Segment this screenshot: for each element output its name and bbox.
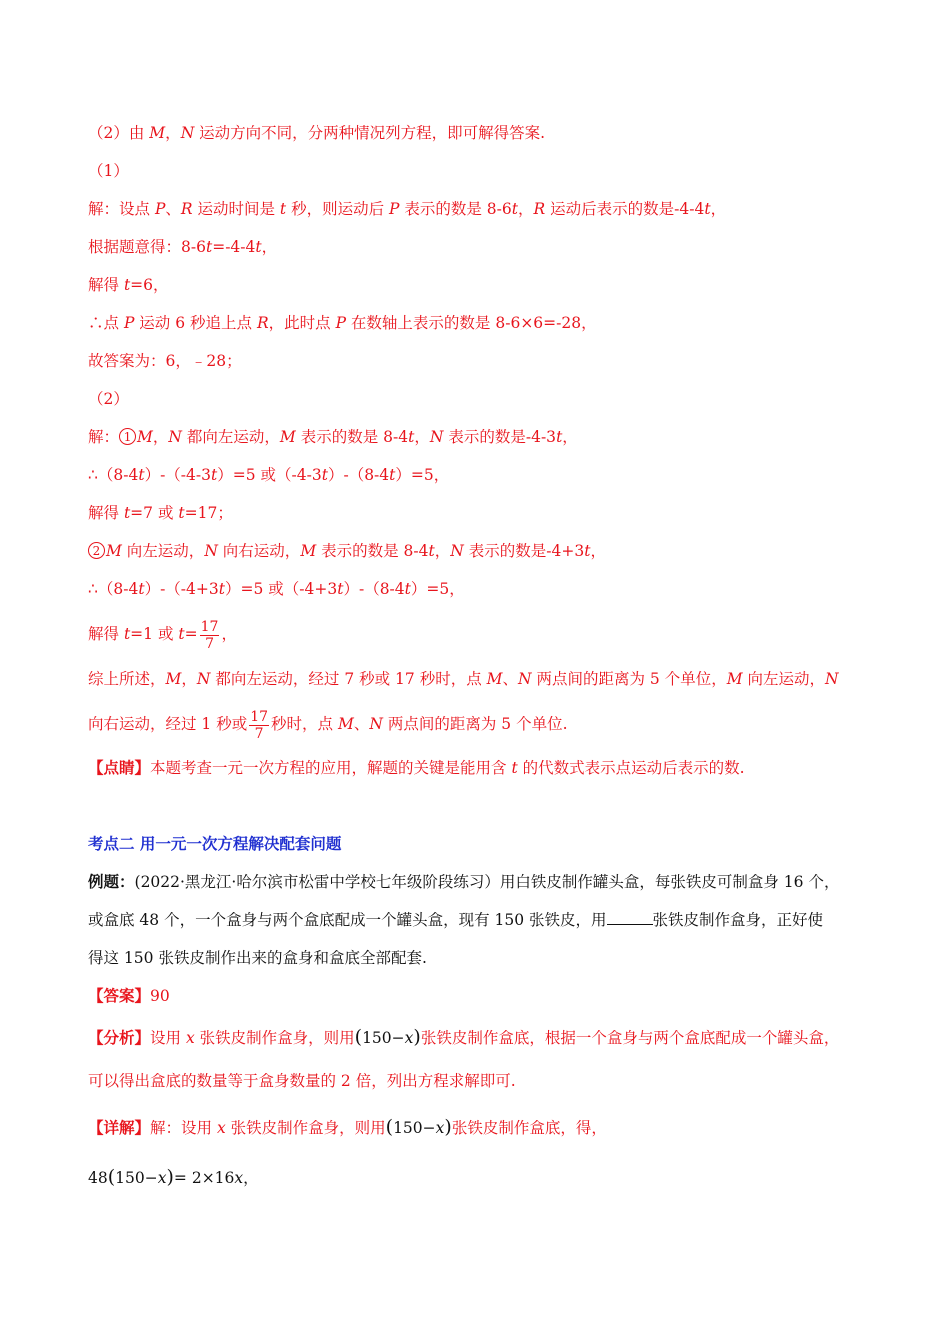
- var: x: [216, 1119, 226, 1137]
- text: ）=5，: [410, 580, 465, 598]
- text: 得这 150 张铁皮制作出来的盒身和盒底全部配套.: [88, 949, 427, 967]
- text: 向左运动，: [742, 670, 826, 688]
- part2-line5: [88, 579, 870, 599]
- text: 、: [353, 715, 370, 733]
- paren-close: ): [413, 1026, 421, 1048]
- var: t: [389, 466, 396, 484]
- var: N: [429, 428, 444, 446]
- denominator: 7: [205, 635, 214, 652]
- text: =6，: [130, 276, 169, 294]
- paren-close: ): [166, 1166, 174, 1188]
- part2-line4: [88, 541, 870, 561]
- text: 解得: [88, 625, 124, 643]
- var: M: [486, 670, 503, 688]
- text: （2）由: [88, 124, 150, 142]
- text: 解得: [88, 276, 124, 294]
- text: 表示的数是-4-3: [443, 428, 557, 446]
- var: t: [511, 759, 518, 777]
- summary-line2: [88, 704, 870, 744]
- part1-label: [88, 161, 870, 181]
- text: 解：设点: [88, 200, 155, 218]
- fraction: [249, 709, 269, 742]
- var: t: [123, 504, 131, 522]
- detail-line1: [88, 1117, 870, 1138]
- var: x: [404, 1029, 414, 1047]
- text: 表示的数是 8-4: [295, 428, 409, 446]
- text: =1 或: [130, 625, 179, 643]
- part1-line3: [88, 275, 870, 295]
- text: 两点间的距离为 5 个单位，: [531, 670, 727, 688]
- var-n: N: [180, 124, 195, 142]
- var: t: [556, 428, 563, 446]
- analysis-line2: [88, 1071, 870, 1091]
- text: ，: [710, 200, 727, 218]
- text: 设用: [150, 1029, 186, 1047]
- var: t: [321, 466, 328, 484]
- text: 表示的数是 8-6: [399, 200, 512, 218]
- var: t: [404, 580, 411, 598]
- var: N: [168, 428, 182, 446]
- var-m: M: [149, 124, 166, 142]
- var: N: [196, 670, 211, 688]
- var: M: [300, 542, 317, 560]
- text: ，: [518, 200, 534, 218]
- var: P: [123, 314, 135, 332]
- fraction: [200, 619, 220, 652]
- text: 张铁皮制作盒身，则用: [225, 1119, 386, 1137]
- tag: 【答案】: [88, 986, 151, 1005]
- text: ∴点: [88, 314, 124, 332]
- paren-open: (: [385, 1116, 394, 1138]
- section-title: 考点二 用一元一次方程解决配套问题: [88, 834, 342, 853]
- text: ）=5 或（-4+3: [224, 580, 338, 598]
- paren-open: (: [354, 1026, 363, 1048]
- text: ，: [181, 670, 197, 688]
- var: t: [511, 200, 519, 218]
- var: P: [154, 200, 166, 218]
- var: t: [428, 542, 435, 560]
- text: ）-（-4+3: [144, 580, 219, 598]
- text: 、: [502, 670, 519, 688]
- text: 秒，则运动后: [286, 200, 390, 218]
- var: M: [137, 428, 153, 446]
- text: 运动 6 秒追上点: [134, 314, 257, 332]
- var: M: [165, 670, 182, 688]
- tag: 【分析】: [88, 1028, 151, 1047]
- var: t: [218, 580, 225, 598]
- var: N: [369, 715, 383, 733]
- text: ，: [434, 542, 451, 560]
- var: t: [205, 238, 213, 256]
- var: R: [533, 200, 546, 218]
- text: ，: [221, 625, 237, 643]
- var: x: [185, 1029, 195, 1047]
- text: ）=5，: [395, 466, 450, 484]
- example-line1: [88, 872, 870, 892]
- text: ，: [152, 428, 169, 446]
- text: 解得: [88, 504, 124, 522]
- var: t: [178, 504, 185, 522]
- var: P: [389, 200, 400, 218]
- var: t: [279, 200, 287, 218]
- numerator: 17: [250, 708, 269, 725]
- text: ，: [165, 124, 181, 142]
- text: 都向左运动，经过 7 秒或 17 秒时，点: [210, 670, 487, 688]
- var: t: [408, 428, 415, 446]
- text: 张铁皮制作盒底，根据一个盒身与两个盒底配成一个罐头盒，: [420, 1029, 840, 1047]
- equation: [88, 1167, 870, 1188]
- text: ）-（8-4: [327, 466, 390, 484]
- tag: 【详解】: [88, 1118, 151, 1137]
- text: 解：设用: [150, 1119, 217, 1137]
- part2-line1: [88, 427, 870, 447]
- text: 表示的数是-4+3: [463, 542, 585, 560]
- text: ，此时点: [268, 314, 336, 332]
- text: 150: [393, 1119, 423, 1137]
- text: 运动时间是: [192, 200, 280, 218]
- numerator: 17: [200, 618, 219, 635]
- text: ）-（8-4: [343, 580, 405, 598]
- text: ）-（-4-3: [144, 466, 211, 484]
- text: 本题考查一元一次方程的应用，解题的关键是能用含: [150, 759, 512, 777]
- text: ）=5 或（-4-3: [217, 466, 322, 484]
- text: 可以得出盒底的数量等于盒身数量的 2 倍，列出方程求解即可.: [88, 1072, 516, 1090]
- text: =7 或: [130, 504, 179, 522]
- text: 张铁皮制作盒身，正好使: [652, 911, 824, 929]
- text: ，: [562, 428, 578, 446]
- part1-line1: [88, 199, 870, 219]
- text: ，: [261, 238, 278, 256]
- tag: 【点睛】: [88, 758, 151, 777]
- text: −: [144, 1169, 158, 1187]
- summary-line1: [88, 669, 870, 689]
- text: −: [422, 1119, 436, 1137]
- text: =17；: [184, 504, 233, 522]
- text: 根据题意得：8-6: [88, 238, 206, 256]
- var: t: [138, 580, 145, 598]
- text: 表示的数是 8-4: [316, 542, 429, 560]
- part2-line2: [88, 465, 870, 485]
- paren-close: ): [444, 1116, 452, 1138]
- circled-number: 1: [119, 428, 136, 445]
- var: M: [726, 670, 743, 688]
- var: x: [435, 1119, 445, 1137]
- analysis-line1: [88, 1027, 870, 1048]
- text: =-4-4: [212, 238, 256, 256]
- var: N: [518, 670, 532, 688]
- var: N: [825, 670, 839, 688]
- dianjing: [88, 758, 870, 778]
- text: 运动方向不同，分两种情况列方程，即可解得答案.: [194, 124, 546, 142]
- text: （1）: [88, 162, 129, 180]
- tag: 例题：: [88, 872, 135, 891]
- text: 在数轴上表示的数是 8-6×6=-28，: [346, 314, 597, 332]
- text: 两点间的距离为 5 个单位.: [382, 715, 568, 733]
- text: 、: [165, 200, 181, 218]
- var: t: [255, 238, 262, 256]
- text: 的代数式表示点运动后表示的数.: [517, 759, 745, 777]
- text: 向左运动，: [121, 542, 205, 560]
- var: M: [279, 428, 296, 446]
- text: 张铁皮制作盒身，则用: [194, 1029, 355, 1047]
- var: x: [157, 1169, 167, 1187]
- var: x: [234, 1169, 244, 1187]
- var: t: [123, 625, 131, 643]
- var: t: [178, 625, 185, 643]
- text: 综上所述，: [88, 670, 166, 688]
- part1-answer: [88, 351, 870, 371]
- var: P: [335, 314, 346, 332]
- part1-line2: [88, 237, 870, 257]
- var: t: [584, 542, 591, 560]
- hint-part2: [88, 123, 870, 143]
- text: 向右运动，经过 1 秒或: [88, 715, 248, 733]
- var: M: [106, 542, 122, 560]
- part2-line3: [88, 503, 870, 523]
- part2-line6: [88, 614, 870, 654]
- text: （2）: [88, 390, 129, 408]
- answer-blank[interactable]: [607, 910, 653, 925]
- text: 都向左运动，: [181, 428, 280, 446]
- var: R: [180, 200, 193, 218]
- text: =: [184, 625, 198, 643]
- text: ，: [414, 428, 430, 446]
- text: 张铁皮制作盒底，得，: [451, 1119, 607, 1137]
- denominator: 7: [254, 725, 264, 742]
- text: 秒时，点: [271, 715, 338, 733]
- example-line2: [88, 910, 870, 930]
- part2-label: [88, 389, 870, 409]
- text: ，: [243, 1169, 259, 1187]
- part1-line4: [88, 313, 870, 333]
- circled-number: 2: [88, 542, 105, 559]
- answer-value: 90: [150, 987, 170, 1005]
- example-line3: [88, 948, 870, 968]
- text: = 2×16: [173, 1169, 235, 1187]
- var: N: [204, 542, 218, 560]
- text: ，: [590, 542, 606, 560]
- answer: [88, 986, 870, 1006]
- text: 150: [115, 1169, 145, 1187]
- text: ∴（8-4: [88, 466, 139, 484]
- var: t: [123, 276, 131, 294]
- var: t: [704, 200, 711, 218]
- var: t: [211, 466, 218, 484]
- text: ∴（8-4: [88, 580, 139, 598]
- text: 解：: [88, 428, 120, 446]
- var: M: [337, 715, 354, 733]
- text: 或盒底 48 个，一个盒身与两个盒底配成一个罐头盒，现有 150 张铁皮，用: [88, 911, 607, 929]
- var: t: [138, 466, 145, 484]
- text: 故答案为：6，﹣28；: [88, 352, 242, 370]
- var: t: [337, 580, 344, 598]
- text: 150: [362, 1029, 392, 1047]
- text: 48: [88, 1169, 108, 1187]
- text: 向右运动，: [217, 542, 301, 560]
- paren-open: (: [107, 1166, 116, 1188]
- text: −: [391, 1029, 405, 1047]
- text: 运动后表示的数是-4-4: [545, 200, 705, 218]
- var: R: [256, 314, 269, 332]
- text: (2022·黑龙江·哈尔滨市松雷中学校七年级阶段练习）用白铁皮制作罐头盒，每张铁皮可制盒身 16 个，: [134, 873, 840, 891]
- var: N: [450, 542, 464, 560]
